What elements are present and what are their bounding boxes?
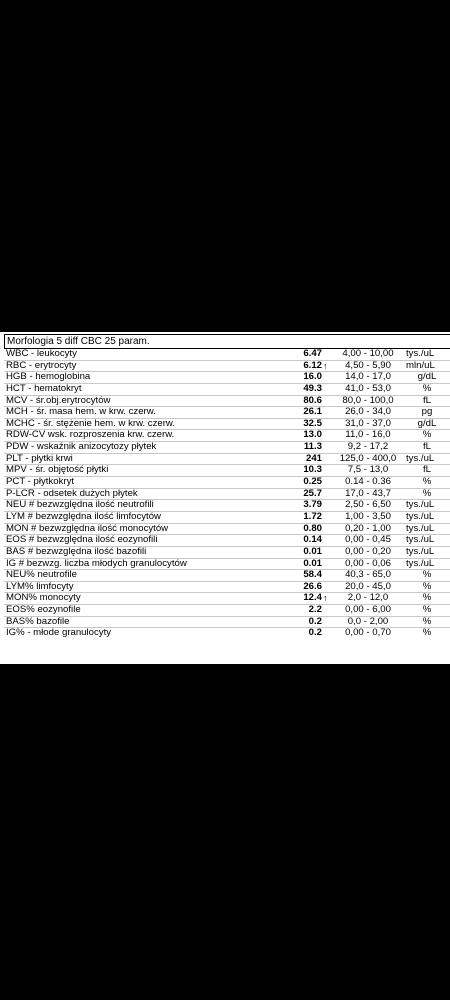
unit: tys./uL: [406, 522, 435, 534]
unit: %: [422, 569, 432, 581]
reference-range: 0,00 - 6,00: [345, 604, 391, 616]
test-value: 0.2: [308, 627, 322, 639]
unit: %: [422, 476, 432, 488]
test-name: RBC - erytrocyty: [6, 360, 77, 371]
unit: pg: [421, 406, 433, 418]
reference-range: 20,0 - 45,0: [345, 580, 391, 592]
test-value: 12.4: [303, 592, 322, 604]
high-flag-icon: ↑: [323, 593, 328, 604]
result-row: [4, 547, 450, 559]
test-name: WBC - leukocyty: [6, 349, 77, 359]
test-value: 3.79: [303, 499, 322, 511]
reference-range: 4,00 - 10,00: [342, 348, 394, 359]
reference-range: 2,0 - 12,0: [347, 592, 389, 604]
result-row: [4, 628, 450, 640]
test-value: 0.14: [303, 534, 322, 546]
unit: %: [422, 592, 432, 604]
test-value: 6.47: [303, 348, 322, 359]
test-name: PDW - wskaźnik anizocytozy płytek: [6, 442, 157, 453]
unit: fL: [422, 464, 431, 476]
test-name: PLT - płytki krwi: [6, 453, 73, 464]
test-name: MCHC - śr. stężenie hem. w krw. czerw.: [6, 418, 175, 429]
unit: %: [422, 382, 432, 394]
reference-range: 40,3 - 65,0: [345, 569, 391, 581]
unit: tys./uL: [406, 545, 435, 557]
test-value: 49.3: [303, 382, 322, 394]
results-table: [4, 349, 450, 640]
unit: %: [422, 429, 432, 441]
result-row: [4, 605, 450, 617]
reference-range: 0,0 - 2,00: [347, 615, 389, 627]
test-name: NEU # bezwzględna ilość neutrofili: [6, 500, 154, 511]
test-name: EOS # bezwzględna ilość eozynofili: [6, 535, 158, 546]
test-name: PCT - płytkokryt: [6, 477, 75, 488]
test-name: LYM # bezwzględna ilość limfocytów: [6, 511, 161, 522]
reference-range: 9,2 - 17,2: [347, 441, 389, 453]
unit: tys./uL: [406, 348, 435, 359]
reference-range: 0,00 - 0,45: [345, 534, 391, 546]
test-value: 10.3: [303, 464, 322, 476]
reference-range: 0,00 - 0,70: [345, 627, 391, 639]
test-name: BAS% bazofile: [6, 616, 70, 627]
test-value: 2.2: [308, 604, 322, 616]
unit: g/dL: [417, 371, 437, 383]
reference-range: 11,0 - 16,0: [345, 429, 391, 441]
reference-range: 4,50 - 5,90: [345, 359, 391, 371]
reference-range: 7,5 - 13,0: [347, 464, 389, 476]
test-value: 58.4: [303, 569, 322, 581]
unit: %: [422, 615, 432, 627]
test-name: P-LCR - odsetek dużych płytek: [6, 488, 138, 499]
test-name: EOS% eozynofile: [6, 605, 81, 616]
test-name: MON% monocyty: [6, 593, 81, 604]
lab-results-document: [0, 332, 450, 664]
test-value: 1.72: [303, 510, 322, 522]
unit: fL: [422, 441, 431, 453]
reference-range: 1,00 - 3,50: [345, 510, 391, 522]
unit: %: [422, 627, 432, 639]
test-name: MON # bezwzględna ilość monocytów: [6, 523, 169, 534]
test-name: NEU% neutrofile: [6, 570, 77, 581]
reference-range: 0.14 - 0.36: [345, 476, 391, 488]
unit: tys./uL: [406, 510, 435, 522]
test-name: HCT - hematokryt: [6, 383, 82, 394]
result-row: [4, 349, 450, 361]
reference-range: 17,0 - 43,7: [345, 487, 391, 499]
test-value: 241: [305, 452, 322, 464]
test-name: HGB - hemoglobina: [6, 372, 91, 383]
result-row: [4, 512, 450, 524]
test-value: 16.0: [303, 371, 322, 383]
unit: fL: [422, 394, 431, 406]
high-flag-icon: ↑: [323, 360, 328, 371]
unit: mln/uL: [406, 359, 435, 371]
test-name: BAS # bezwzględna ilość bazofili: [6, 546, 147, 557]
reference-range: 26,0 - 34,0: [345, 406, 391, 418]
unit: tys./uL: [406, 534, 435, 546]
test-value: 0.2: [308, 615, 322, 627]
test-value: 6.12: [303, 359, 322, 371]
reference-range: 31,0 - 37,0: [345, 417, 391, 429]
result-row: [4, 384, 450, 396]
reference-range: 0,00 - 0,06: [345, 557, 391, 569]
test-value: 80.6: [303, 394, 322, 406]
test-value: 25.7: [303, 487, 322, 499]
unit: tys./uL: [406, 452, 435, 464]
test-value: 0.01: [303, 545, 322, 557]
test-name: IG% - młode granulocyty: [6, 628, 112, 639]
test-name: RDW-CV wsk. rozproszenia krw. czerw.: [6, 430, 175, 441]
unit: tys./uL: [406, 557, 435, 569]
unit: %: [422, 487, 432, 499]
unit: %: [422, 604, 432, 616]
test-value: 13.0: [303, 429, 322, 441]
test-name: MCH - śr. masa hem. w krw. czerw.: [6, 407, 156, 418]
reference-range: 80,0 - 100,0: [342, 394, 394, 406]
reference-range: 2,50 - 6,50: [345, 499, 391, 511]
test-value: 26.1: [303, 406, 322, 418]
test-value: 0.25: [303, 476, 322, 488]
reference-range: 125,0 - 400,0: [339, 452, 397, 464]
test-name: MPV - śr. objętość płytki: [6, 465, 109, 476]
panel-title: Morfologia 5 diff CBC 25 param.: [4, 334, 450, 349]
unit: %: [422, 580, 432, 592]
unit: tys./uL: [406, 499, 435, 511]
reference-range: 0,20 - 1,00: [345, 522, 391, 534]
test-value: 11.3: [303, 441, 322, 453]
test-value: 32.5: [303, 417, 322, 429]
reference-range: 14,0 - 17,0: [345, 371, 391, 383]
reference-range: 0,00 - 0,20: [345, 545, 391, 557]
result-row: [4, 477, 450, 489]
unit: g/dL: [417, 417, 437, 429]
test-name: IG # bezwzg. liczba młodych granulocytów: [6, 558, 187, 569]
test-value: 26.6: [303, 580, 322, 592]
test-name: LYM% limfocyty: [6, 581, 74, 592]
test-name: MCV - śr.obj.erytrocytów: [6, 395, 111, 406]
reference-range: 41,0 - 53,0: [345, 382, 391, 394]
test-value: 0.01: [303, 557, 322, 569]
test-value: 0.80: [303, 522, 322, 534]
